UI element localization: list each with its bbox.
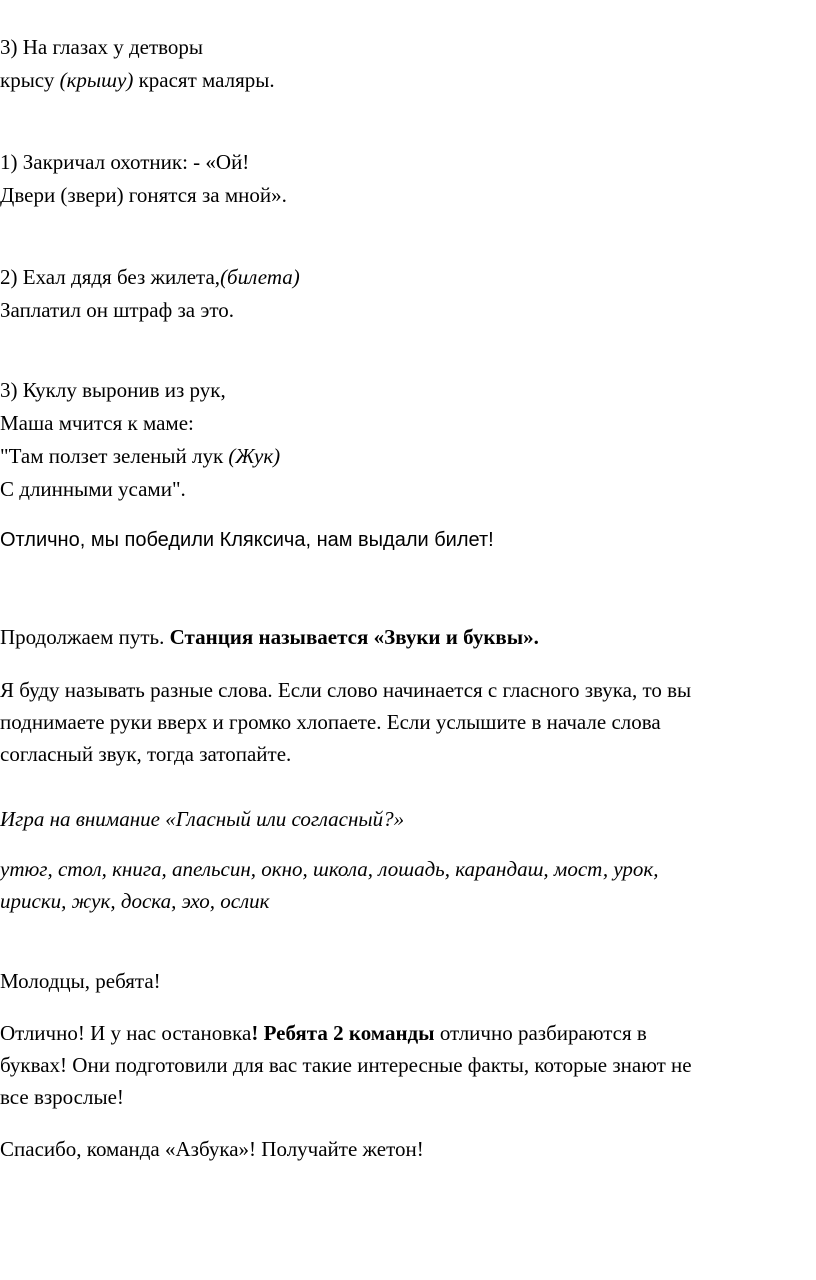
riddle-3a-answer: (крышу) (59, 68, 134, 92)
riddle-2-text: 2) Ехал дядя без жилета, (0, 265, 221, 289)
riddle-3b-line-3 (0, 443, 280, 469)
station-intro: Продолжаем путь. (0, 625, 170, 649)
victory-text: Отлично, мы победили Кляксича, нам выдали билет! (0, 529, 494, 551)
station-name: Станция называется «Звуки и буквы». (169, 625, 539, 649)
station-heading (0, 624, 539, 650)
thanks-text: Спасибо, команда «Азбука»! Получайте жетон! (0, 1137, 424, 1161)
game-title (0, 806, 404, 832)
stop-line-2: буквах! Они подготовили для вас такие интересные факты, которые знают не (0, 1053, 692, 1077)
words-line-2-text: ириски, жук, доска, эхо, ослик (0, 889, 270, 913)
riddle-3a-text: крысу (0, 68, 60, 92)
stop-line-1 (0, 1020, 647, 1046)
words-line-1 (0, 856, 658, 882)
riddle-3b-answer: (Жук) (228, 444, 281, 468)
riddle-1-line-2: Двери (звери) гонятся за мной». (0, 183, 287, 207)
stop-rest: отлично разбираются в (434, 1021, 647, 1045)
instructions-line-3: согласный звук, тогда затопайте. (0, 742, 292, 766)
instructions-line-1: Я буду называть разные слова. Если слово начинается с гласного звука, то вы (0, 678, 692, 702)
riddle-3a-line-1: 3) На глазах у детворы (0, 35, 204, 59)
stop-intro: Отлично! И у нас остановка (0, 1021, 252, 1045)
words-line-2 (0, 888, 270, 914)
instructions-line-2: поднимаете руки вверх и громко хлопаете. Если услышите в начале слова (0, 710, 661, 734)
riddle-2-answer: (билета) (220, 265, 300, 289)
riddle-3b-line-2: Маша мчится к маме: (0, 411, 194, 435)
riddle-2-line-2: Заплатил он штраф за это. (0, 298, 235, 322)
riddle-3b-text: "Там ползет зеленый лук (0, 444, 229, 468)
praise-text: Молодцы, ребята! (0, 969, 161, 993)
stop-team: ! Ребята 2 команды (251, 1021, 435, 1045)
riddle-1-line-1: 1) Закричал охотник: - «Ой! (0, 150, 250, 174)
words-line-1-text: утюг, стол, книга, апельсин, окно, школа, лошадь, карандаш, мост, урок, (0, 857, 659, 881)
riddle-3a-line-2 (0, 67, 275, 93)
riddle-3a-text-end: красят маляры. (133, 68, 275, 92)
riddle-3b-line-1: 3) Куклу выронив из рук, (0, 378, 226, 402)
stop-line-3: все взрослые! (0, 1085, 124, 1109)
riddle-2-line-1 (0, 264, 300, 290)
game-title-text: Игра на внимание «Гласный или согласный?» (0, 807, 405, 831)
riddle-3b-line-4: С длинными усами". (0, 477, 186, 501)
